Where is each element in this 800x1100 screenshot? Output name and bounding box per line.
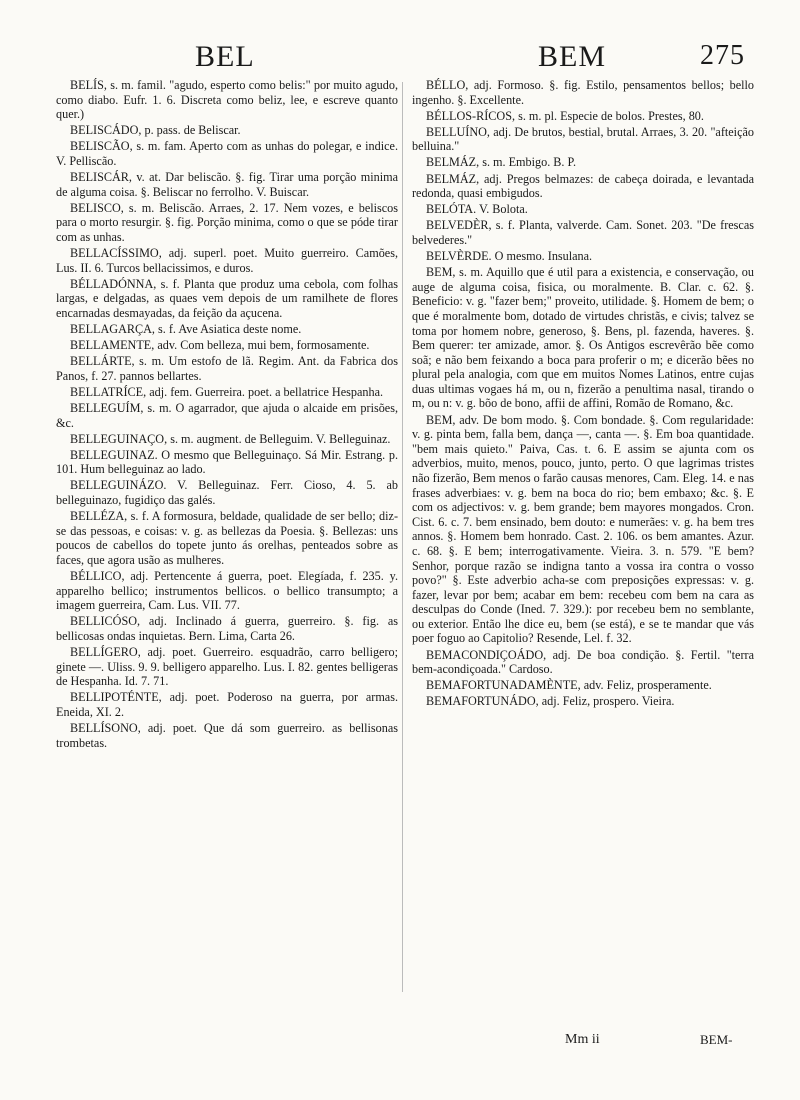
dictionary-entry: BELMÁZ, s. m. Embigo. B. P. (426, 155, 576, 170)
dictionary-entry: BELVÈRDE. O mesmo. Insulana. (426, 249, 593, 264)
dictionary-entry: BEMAFORTUNADAMÈNTE, adv. Feliz, prosperamente. (426, 678, 712, 693)
running-head-left: BEL (195, 40, 255, 73)
page-number: 275 (700, 40, 745, 71)
dictionary-entry: BELISCÁDO, p. pass. de Beliscar. (70, 123, 241, 138)
dictionary-entry: BEM, adv. De bom modo. §. Com bondade. §. Com regularidade: v. g. pinta bem, falla bem, dança —, canta —. §. Em boa quantidade. "bem mais quieto." Paiva, Cas. t. 6. E assim se ajunta com os adverbios, muito, menos, pouco, junto, perto. O que lagrimas tristes não fizerão, Bem menos o farão causas menores, Cam. Eleg. 14. e nas frases adverbiaes: v. g. bem na boca do rio; bem embaxo; &c. §. E com os adjectivos: v. g. bem grande; bem mayores mongados. Cron. Cist. 6. c. 7. bem ensinado, bem douto: e numerães: v. g. ha bem tres annos. §. Homem bem honrado. Cast. 2. 106. os bem amantes. Azur. c. 68. §. E bem; interrogativamente. Vieira. 3. n. 579. "E bem? Senhor, porque razão se indigna tanto a vossa ira contra o vosso povo?" §. Este adverbio acha-se com preposições expressas: v. g. fazer, levar por bem; acabar em bem: recebeu com bem na cara as desculpas do Conde (Ined. 7. 329.): por recebeu bem no semblante, ou exterior. Então lhe dice eu, bem (se está), e se te mandar que vás poer foguo ao Capitolio? Resende, Lel. f. 32. (412, 412, 754, 646)
dictionary-entry: BELLÁRTE, s. m. Um estofo de lã. Regim. Ant. da Fabrica dos Panos, f. 27. pannos bellartes. (56, 354, 398, 383)
dictionary-entry: BELLEGUINAÇO, s. m. augment. de Belleguim. V. Belleguinaz. (70, 431, 391, 446)
dictionary-entry: BELISCO, s. m. Beliscão. Arraes, 2. 17. Nem vozes, e beliscos para o morto resurgir. §. fig. Porção minima, como o que se póde tirar com as unhas. (56, 200, 398, 244)
dictionary-entry: BEMAFORTUNÁDO, adj. Feliz, prospero. Vieira. (426, 694, 675, 709)
left-column (56, 78, 398, 752)
dictionary-entry: BELLICÓSO, adj. Inclinado á guerra, guerreiro. §. fig. as bellicosas ondas inquietas. Bern. Lima, Carta 26. (56, 614, 398, 643)
dictionary-entry: BELLEGUINAZ. O mesmo que Belleguinaço. Sá Mir. Estrang. p. 101. Hum belleguinaz ao lado. (56, 447, 398, 477)
dictionary-entry: BEMACONDIÇOÁDO, adj. De boa condição. §. Fertil. "terra bem-acondiçoada." Cardoso. (412, 647, 754, 677)
signature-mark: Mm ii (565, 1032, 600, 1047)
dictionary-entry: BELLEGUÍM, s. m. O agarrador, que ajuda o alcaide em prisões, &c. (56, 400, 398, 430)
dictionary-entry: BELLÍGERO, adj. poet. Guerreiro. esquadrão, carro belligero; ginete —. Uliss. 9. 9. belligero apparelho. Lus. I. 82. gentes belligeras de Hespanha. Id. 7. 71. (56, 644, 398, 689)
dictionary-entry: BELLÉZA, s. f. A formosura, beldade, qualidade de ser bello; diz-se das pessoas, e coisas: v. g. as bellezas da Poesia. §. Bellezas: uns poucos de cabellos do topete junto ás orelhas, penteados sobre as faces, que agora usão as mulheres. (56, 509, 398, 567)
dictionary-entry: BELLAGARÇA, s. f. Ave Asiatica deste nome. (70, 322, 302, 336)
dictionary-entry: BELLAMENTE, adv. Com belleza, mui bem, formosamente. (70, 338, 370, 353)
running-head-right: BEM (538, 40, 607, 73)
dictionary-entry: BÉLLO, adj. Formoso. §. fig. Estilo, pensamentos bellos; bello ingenho. §. Excellente. (412, 78, 754, 107)
dictionary-entry: BELÍS, s. m. famil. "agudo, esperto como belis:" por muito agudo, como diabo. Eufr. 1. 6. Discreta como beliz, lee, e escreve quanto quer.) (56, 78, 398, 122)
dictionary-entry: BEM, s. m. Aquillo que é util para a existencia, e conservação, ou auge de alguma coisa, fisica, ou moralmente. B. Clar. c. 62. §. Beneficio: v. g. "fazer bem;" proveito, utilidade. §. Homem de bem; o que é moralmente bom, dotado de virtudes christãs, e civis; talvez se toma por homem nobre, generoso, §. Bens, pl. fazenda, haveres. §. Bem querer: ter amizade, amor. §. Os Antigos escrevêrão bẽe como soã; e não bem feixando a boca para proferir o m; e dicerão bẽes no plural pela analogia, com que em muitos Nomes Latinos, entre cujas duas ultimas vogaes há m, ou n, fizerão a penultima nasal, tirando o m, ou n: v. g. bõo de bono, affii de affini, Romão de Romano, &c. (412, 265, 754, 411)
dictionary-entry: BELLÍSONO, adj. poet. Que dá som guerreiro. as bellisonas trombetas. (56, 720, 398, 750)
dictionary-entry: BELLUÍNO, adj. De brutos, bestial, brutal. Arraes, 3. 20. "afteição belluina." (412, 124, 754, 154)
right-column (412, 78, 754, 710)
dictionary-entry: BELLIPOTÉNTE, adj. poet. Poderoso na guerra, por armas. Eneida, XI. 2. (56, 690, 398, 719)
dictionary-entry: BELLACÍSSIMO, adj. superl. poet. Muito guerreiro. Camões, Lus. II. 6. Turcos bellacissimos, e duros. (56, 246, 398, 275)
dictionary-entry: BÉLLADÓNNA, s. f. Planta que produz uma cebola, com folhas largas, e delgadas, as quaes vem depois de um ramilhete de flores encarnadas desmayadas, da feição da açucena. (56, 276, 398, 320)
catchword: BEM- (700, 1032, 733, 1047)
dictionary-entry: BÉLLICO, adj. Pertencente á guerra, poet. Elegíada, f. 235. y. apparelho bellico; instrumentos bellicos. o bellico transumpto; a imagem guerreira, Cam. Lus. VII. 77. (56, 569, 398, 613)
dictionary-entry: BELÓTA. V. Bolota. (426, 202, 528, 217)
dictionary-entry: BELISCÁR, v. at. Dar beliscão. §. fig. Tirar uma porção minima de alguma coisa. §. Beliscar no ferrolho. V. Buiscar. (56, 170, 398, 199)
dictionary-entry: BÉLLOS-RÍCOS, s. m. pl. Especie de bolos. Prestes, 80. (426, 108, 704, 123)
dictionary-entry: BELISCÃO, s. m. fam. Aperto com as unhas do polegar, e indice. V. Pelliscão. (56, 139, 398, 168)
dictionary-entry: BELLEGUINÁZO. V. Belleguinaz. Ferr. Cioso, 4. 5. ab belleguinazo, fugidiço das galés. (56, 478, 398, 508)
dictionary-entry: BELMÁZ, adj. Pregos belmazes: de cabeça doirada, e levantada redonda, quasi embigudos. (412, 171, 754, 201)
dictionary-entry: BELLATRÍCE, adj. fem. Guerreira. poet. a bellatrice Hespanha. (70, 384, 384, 399)
column-divider (402, 82, 403, 992)
dictionary-entry: BELVEDÈR, s. f. Planta, valverde. Cam. Sonet. 203. "De frescas belvederes." (412, 218, 754, 247)
